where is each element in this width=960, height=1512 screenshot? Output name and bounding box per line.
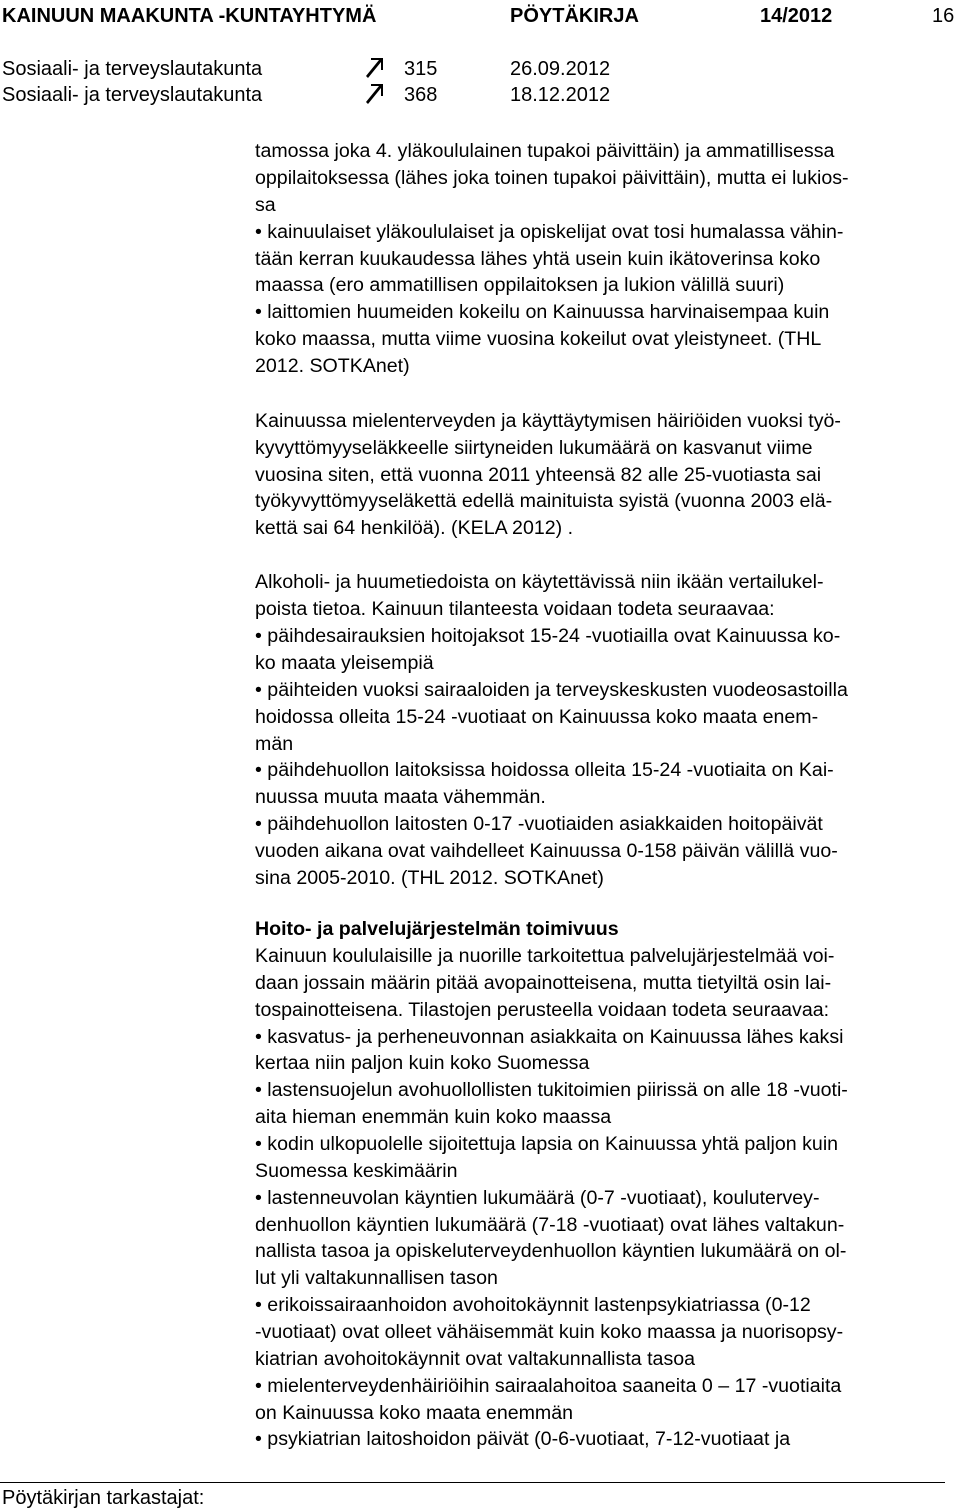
body-line: -vuotiaat) ovat olleet vähäisemmät kuin koko maassa ja nuorisopsy-: [255, 1321, 844, 1343]
body-line: Suomessa keskimäärin: [255, 1160, 458, 1182]
document-number: 14/2012: [760, 5, 833, 27]
paragraph-line: työkyvyttömyyseläkettä edellä mainituista syistä (vuonna 2003 elä-: [255, 490, 833, 512]
section-heading: Hoito- ja palvelujärjestelmän toimivuus: [255, 918, 619, 940]
body-line: sa: [255, 194, 276, 216]
paragraph-line: Kainuun koululaisille ja nuorille tarkoitettua palvelujärjestelmää voi-: [255, 945, 835, 967]
section-number: 315: [404, 58, 438, 80]
body-line: nallista tasoa ja opiskeluterveydenhuollon käyntien lukumäärä on ol-: [255, 1240, 847, 1262]
body-line: kiatrian avohoitokäynnit ovat valtakunnallista tasoa: [255, 1348, 696, 1370]
body-line: ko maata yleisempiä: [255, 652, 434, 674]
body-line: tään kerran kuukaudessa lähes yhtä usein kuin ikätoverinsa koko: [255, 248, 821, 270]
bullet-item: • kainuulaiset yläkoululaiset ja opiskelijat ovat tosi humalassa vähin-: [255, 221, 844, 243]
section-arrow-icon: [365, 57, 385, 79]
body-line: 2012. SOTKAnet): [255, 355, 410, 377]
body-line: koko maassa, mutta viime vuosina kokeilut ovat yleistyneet. (THL: [255, 328, 822, 350]
paragraph-line: daan jossain määrin pitää avopainotteisena, mutta tietyiltä osin lai-: [255, 972, 832, 994]
paragraph-line: poista tietoa. Kainuun tilanteesta voidaan todeta seuraavaa:: [255, 598, 775, 620]
body-line: vuoden aikana ovat vaihdelleet Kainuussa 0-158 päivän välillä vuo-: [255, 840, 838, 862]
body-line: sina 2005-2010. (THL 2012. SOTKAnet): [255, 867, 604, 889]
meeting-date: 26.09.2012: [510, 58, 611, 80]
section-arrow-icon: [365, 83, 385, 105]
bullet-item: • laittomien huumeiden kokeilu on Kainuussa harvinaisempaa kuin: [255, 301, 830, 323]
bullet-item: • psykiatrian laitoshoidon päivät (0-6-vuotiaat, 7-12-vuotiaat ja: [255, 1428, 791, 1450]
body-line: män: [255, 733, 294, 755]
body-line: lut yli valtakunnallisen tason: [255, 1267, 498, 1289]
body-line: denhuollon käyntien lukumäärä (7-18 -vuotiaat) ovat lähes valtakun-: [255, 1214, 845, 1236]
bullet-item: • kasvatus- ja perheneuvonnan asiakkaita on Kainuussa lähes kaksi: [255, 1026, 844, 1048]
body-line: nuussa muuta maata vähemmän.: [255, 786, 546, 808]
paragraph-line: kettä sai 64 henkilöä). (KELA 2012) .: [255, 517, 574, 539]
paragraph-line: vuosina siten, että vuonna 2011 yhteensä 82 alle 25-vuotiasta sai: [255, 464, 822, 486]
body-line: hoidossa olleita 15-24 -vuotiaat on Kainuussa koko maata enem-: [255, 706, 819, 728]
committee-name: Sosiaali- ja terveyslautakunta: [2, 84, 263, 106]
bullet-item: • mielenterveydenhäiriöihin sairaalahoitoa saaneita 0 – 17 -vuotiaita: [255, 1375, 842, 1397]
body-line: kertaa niin paljon kuin koko Suomessa: [255, 1052, 590, 1074]
bullet-item: • erikoissairaanhoidon avohoitokäynnit lastenpsykiatriassa (0-12: [255, 1294, 811, 1316]
footer-divider: [0, 1482, 945, 1483]
organization-name: KAINUUN MAAKUNTA -KUNTAYHTYMÄ: [2, 5, 377, 27]
paragraph-line: Kainuussa mielenterveyden ja käyttäytymisen häiriöiden vuoksi työ-: [255, 410, 841, 432]
body-line: tamossa joka 4. yläkoululainen tupakoi päivittäin) ja ammatillisessa: [255, 140, 835, 162]
body-line: maassa (ero ammatillisen oppilaitoksen ja lukion välillä suuri): [255, 274, 785, 296]
body-line: on Kainuussa koko maata enemmän: [255, 1402, 574, 1424]
body-line: oppilaitoksessa (lähes joka toinen tupakoi päivittäin), mutta ei lukios-: [255, 167, 849, 189]
footer-label: Pöytäkirjan tarkastajat:: [2, 1487, 205, 1509]
meeting-date: 18.12.2012: [510, 84, 611, 106]
section-number: 368: [404, 84, 438, 106]
page-number: 16: [932, 5, 955, 27]
committee-name: Sosiaali- ja terveyslautakunta: [2, 58, 263, 80]
document-type: PÖYTÄKIRJA: [510, 5, 639, 27]
bullet-item: • päihdesairauksien hoitojaksot 15-24 -vuotiailla ovat Kainuussa ko-: [255, 625, 841, 647]
paragraph-line: Alkoholi- ja huumetiedoista on käytettävissä niin ikään vertailukel-: [255, 571, 824, 593]
bullet-item: • lastenneuvolan käyntien lukumäärä (0-7 -vuotiaat), koulutervey-: [255, 1187, 820, 1209]
bullet-item: • päihdehuollon laitoksissa hoidossa olleita 15-24 -vuotiaita on Kai-: [255, 759, 834, 781]
bullet-item: • päihteiden vuoksi sairaaloiden ja terveyskeskusten vuodeosastoilla: [255, 679, 848, 701]
bullet-item: • päihdehuollon laitosten 0-17 -vuotiaiden asiakkaiden hoitopäivät: [255, 813, 823, 835]
body-line: aita hieman enemmän kuin koko maassa: [255, 1106, 612, 1128]
paragraph-line: kyvyttömyyseläkkeelle siirtyneiden lukumäärä on kasvanut viime: [255, 437, 813, 459]
bullet-item: • lastensuojelun avohuollollisten tukitoimien piirissä on alle 18 -vuoti-: [255, 1079, 848, 1101]
bullet-item: • kodin ulkopuolelle sijoitettuja lapsia on Kainuussa yhtä paljon kuin: [255, 1133, 839, 1155]
paragraph-line: tospainotteisena. Tilastojen perusteella voidaan todeta seuraavaa:: [255, 999, 830, 1021]
